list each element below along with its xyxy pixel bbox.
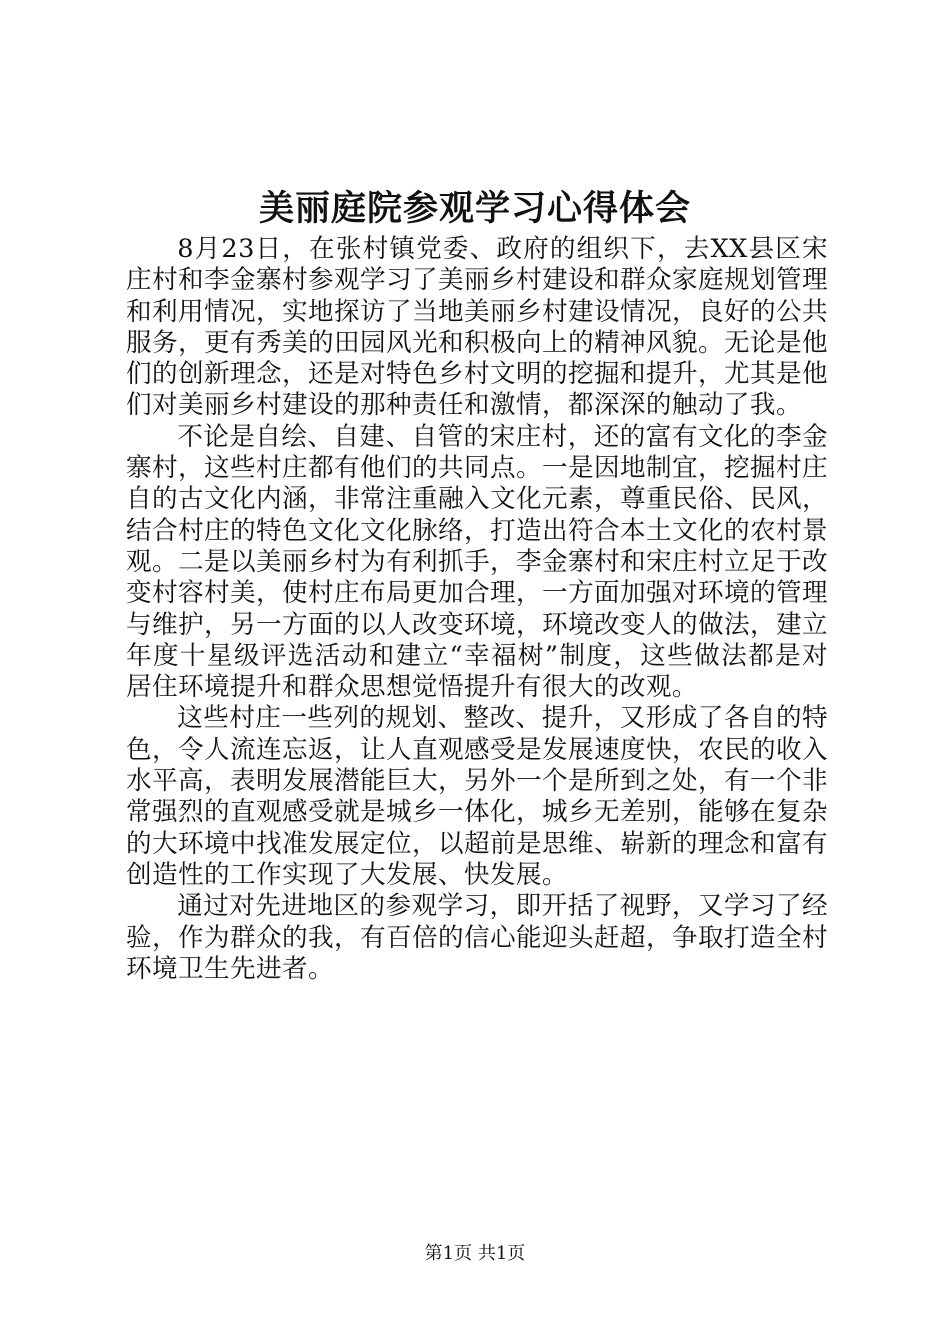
paragraph-1: 8月23日，在张村镇党委、政府的组织下，去XX县区宋庄村和李金寨村参观学习了美丽乡村建设和群众家庭规划管理和利用情况，实地探访了当地美丽乡村建设情况，良好的公共服务，更有秀美的田园风光和积极向上的精神风貌。无论是他们的创新理念，还是对特色乡村文明的挖掘和提升，尤其是他们对美丽乡村建设的那种责任和激情，都深深的触动了我。 — [126, 234, 828, 421]
paragraph-4: 通过对先进地区的参观学习，即开括了视野，又学习了经验，作为群众的我，有百倍的信心能迎头赶超，争取打造全村环境卫生先进者。 — [126, 891, 828, 984]
paragraph-2: 不论是自绘、自建、自管的宋庄村，还的富有文化的李金寨村，这些村庄都有他们的共同点。一是因地制宜，挖掘村庄自的古文化内涵，非常注重融入文化元素，尊重民俗、民风，结合村庄的特色文化文化脉络，打造出符合本土文化的农村景观。二是以美丽乡村为有利抓手，李金寨村和宋庄村立足于改变村容村美，使村庄布局更加合理，一方面加强对环境的管理与维护，另一方面的以人改变环境，环境改变人的做法，建立年度十星级评选活动和建立“幸福树”制度，这些做法都是对居住环境提升和群众思想觉悟提升有很大的改观。 — [126, 421, 828, 703]
paragraph-3: 这些村庄一些列的规划、整改、提升，又形成了各自的特色，令人流连忘返，让人直观感受是发展速度快，农民的收入水平高，表明发展潜能巨大，另外一个是所到之处，有一个非常强烈的直观感受就是城乡一体化，城乡无差别，能够在复杂的大环境中找准发展定位，以超前是思维、崭新的理念和富有创造性的工作实现了大发展、快发展。 — [126, 703, 828, 890]
page-footer: 第1页 共1页 — [424, 1243, 526, 1264]
document-body — [126, 234, 828, 985]
document-title: 美丽庭院参观学习心得体会 — [258, 188, 691, 229]
